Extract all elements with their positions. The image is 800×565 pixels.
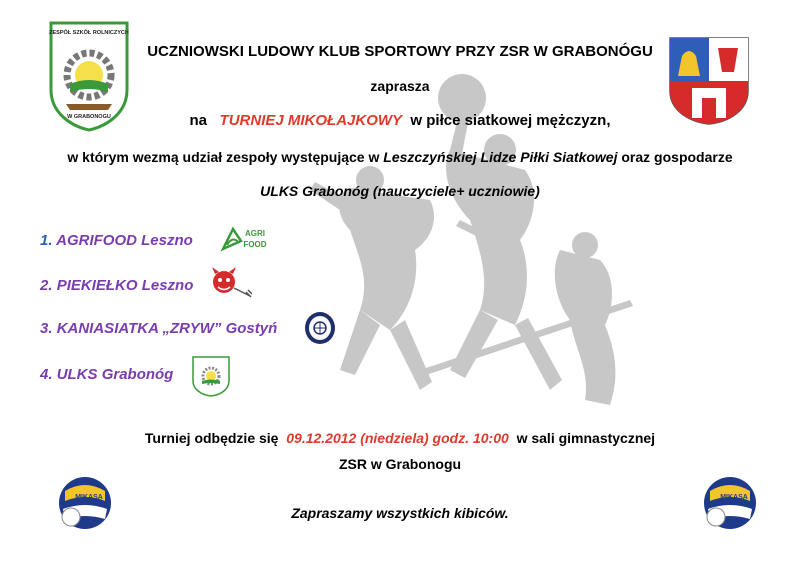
team-name: ULKS Grabonóg bbox=[56, 366, 174, 383]
team-number: 1. bbox=[40, 232, 53, 249]
agrifood-logo bbox=[219, 223, 267, 253]
venue: ZSR w Grabonogu bbox=[338, 456, 462, 472]
teams-line bbox=[0, 149, 800, 165]
league-name: Leszczyńskiej Lidze Piłki Siatkowej bbox=[383, 149, 618, 165]
school-logo-bottom-text: W GRABONOGU bbox=[67, 114, 111, 120]
event-suffix: w sali gimnastycznej bbox=[516, 430, 656, 446]
agrifood-logo-text-2: FOOD bbox=[243, 240, 267, 249]
volleyballs-right bbox=[700, 473, 760, 533]
agrifood-logo-text-1: AGRI bbox=[245, 229, 265, 238]
devil-logo bbox=[208, 266, 252, 300]
team-item-3 bbox=[40, 320, 277, 337]
ball-brand-left: MIKASA bbox=[75, 494, 103, 501]
team-name: PIEKIEŁKO Leszno bbox=[56, 277, 194, 294]
closing-text: Zapraszamy wszystkich kibiców. bbox=[291, 505, 509, 521]
club-name: UCZNIOWSKI LUDOWY KLUB SPORTOWY PRZY ZSR W GRABONÓGU bbox=[147, 43, 653, 60]
volleyballs-left bbox=[55, 473, 115, 533]
team-number: 2. bbox=[40, 277, 53, 294]
team-item-2 bbox=[40, 277, 193, 294]
host-line: ULKS Grabonóg (nauczyciele+ uczniowie) bbox=[260, 183, 540, 199]
zryw-logo bbox=[303, 310, 337, 346]
school-logo-top-text: ZESPÓŁ SZKÓŁ ROLNICZYCH bbox=[49, 30, 129, 36]
tournament-name: TURNIEJ MIKOŁAJKOWY bbox=[219, 112, 403, 129]
team-name: AGRIFOOD Leszno bbox=[56, 232, 193, 249]
school-logo-small bbox=[191, 355, 231, 397]
team-item-1 bbox=[40, 232, 193, 249]
team-name: KANIASIATKA „ZRYW” Gostyń bbox=[56, 320, 278, 337]
invite-suffix: w piłce siatkowej mężczyzn, bbox=[410, 112, 611, 129]
ball-brand-right: MIKASA bbox=[720, 494, 748, 501]
team-number: 3. bbox=[40, 320, 53, 337]
event-datetime: 09.12.2012 (niedziela) godz. 10:00 bbox=[286, 430, 509, 446]
team-item-4 bbox=[40, 366, 173, 383]
teams-prefix: w którym wezmą udział zespoły występujące w bbox=[67, 149, 380, 165]
invites-text: zaprasza bbox=[370, 78, 430, 94]
invite-line bbox=[0, 112, 800, 129]
event-prefix: Turniej odbędzie się bbox=[144, 430, 279, 446]
invite-prefix: na bbox=[189, 112, 208, 129]
teams-suffix: oraz gospodarze bbox=[621, 149, 733, 165]
event-line bbox=[0, 430, 800, 446]
team-number: 4. bbox=[40, 366, 53, 383]
